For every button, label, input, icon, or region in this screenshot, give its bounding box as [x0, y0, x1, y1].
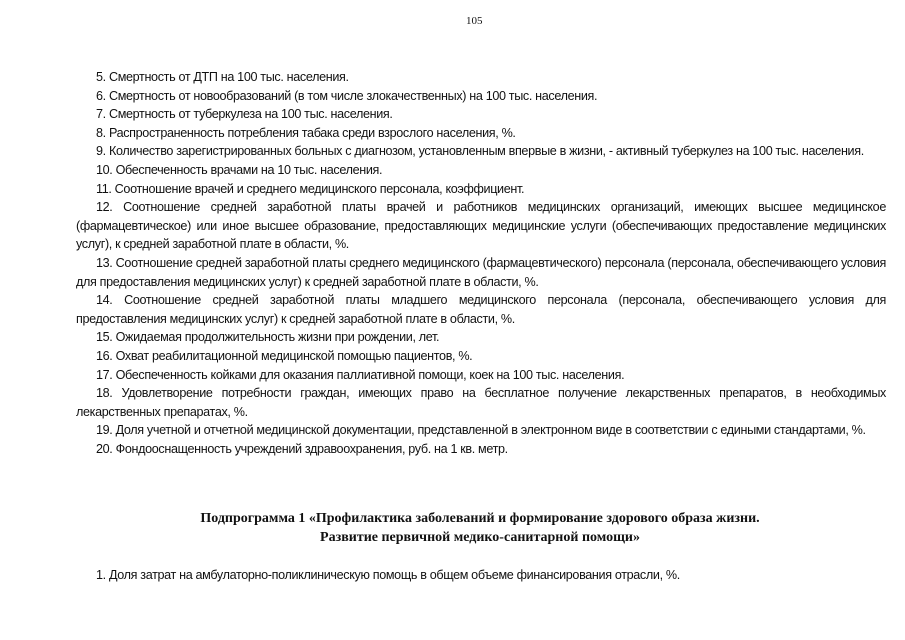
list-item: 17. Обеспеченность койками для оказания паллиативной помощи, коек на 100 тыс. населения.: [96, 367, 625, 382]
list-item: 7. Смертность от туберкулеза на 100 тыс. населения.: [96, 107, 393, 122]
page-number: 105: [466, 15, 483, 27]
subprogram-title-line1: Подпрограмма 1 «Профилактика заболеваний и формирование здорового образа жизни.: [200, 511, 760, 526]
list-item: 9. Количество зарегистрированных больных с диагнозом, установленным впервые в жизни, - активный туберкулез на 100 тыс. населения.: [96, 144, 864, 159]
list-item: 15. Ожидаемая продолжительность жизни при рождении, лет.: [96, 330, 440, 345]
list-item: 14. Соотношение средней заработной платы младшего медицинского персонала (персонала, обеспечивающего условия для предоставления медицинских услуг) к средней заработной плате в области, %.: [76, 293, 886, 326]
list-item: 11. Соотношение врачей и среднего медицинского персонала, коэффициент.: [96, 181, 525, 196]
subprogram-list: [96, 568, 896, 582]
list-item: 1. Доля затрат на амбулаторно-поликлиническую помощь в общем объеме финансирования отрасли, %.: [96, 568, 680, 582]
list-item: 19. Доля учетной и отчетной медицинской документации, представленной в электронном виде в соответствии с едиными стандартами, %.: [96, 423, 866, 438]
list-item: 20. Фондооснащенность учреждений здравоохранения, руб. на 1 кв. метр.: [96, 441, 508, 456]
subprogram-heading: [60, 509, 900, 547]
list-item: 16. Охват реабилитационной медицинской помощью пациентов, %.: [96, 348, 473, 363]
list-item: 8. Распространенность потребления табака среди взрослого населения, %.: [96, 125, 516, 140]
list-item: 13. Соотношение средней заработной платы среднего медицинского (фармацевтического) персонала (персонала, обеспечивающего условия для предоставления медицинских услуг) к средней заработной плате в области, %.: [76, 255, 886, 289]
list-item: 6. Смертность от новообразований (в том числе злокачественных) на 100 тыс. населения.: [96, 88, 598, 103]
list-item: 10. Обеспеченность врачами на 10 тыс. населения.: [96, 162, 383, 177]
list-item: 5. Смертность от ДТП на 100 тыс. населения.: [96, 70, 349, 84]
indicator-list: [76, 68, 886, 458]
subprogram-title-line2: Развитие первичной медико-санитарной помощи»: [320, 530, 640, 545]
list-item: 18. Удовлетворение потребности граждан, имеющих право на бесплатное получение лекарственных препаратов, в необходимых лекарственных препаратах, %.: [76, 386, 886, 419]
list-item: 12. Соотношение средней заработной платы врачей и работников медицинских организаций, имеющих высшее медицинское (фармацевтическое) или иное высшее образование, предоставляющих медицинские услуги (обеспечивающих предоставление медицинских услуг), к средней заработной плате в области, %.: [76, 200, 886, 252]
